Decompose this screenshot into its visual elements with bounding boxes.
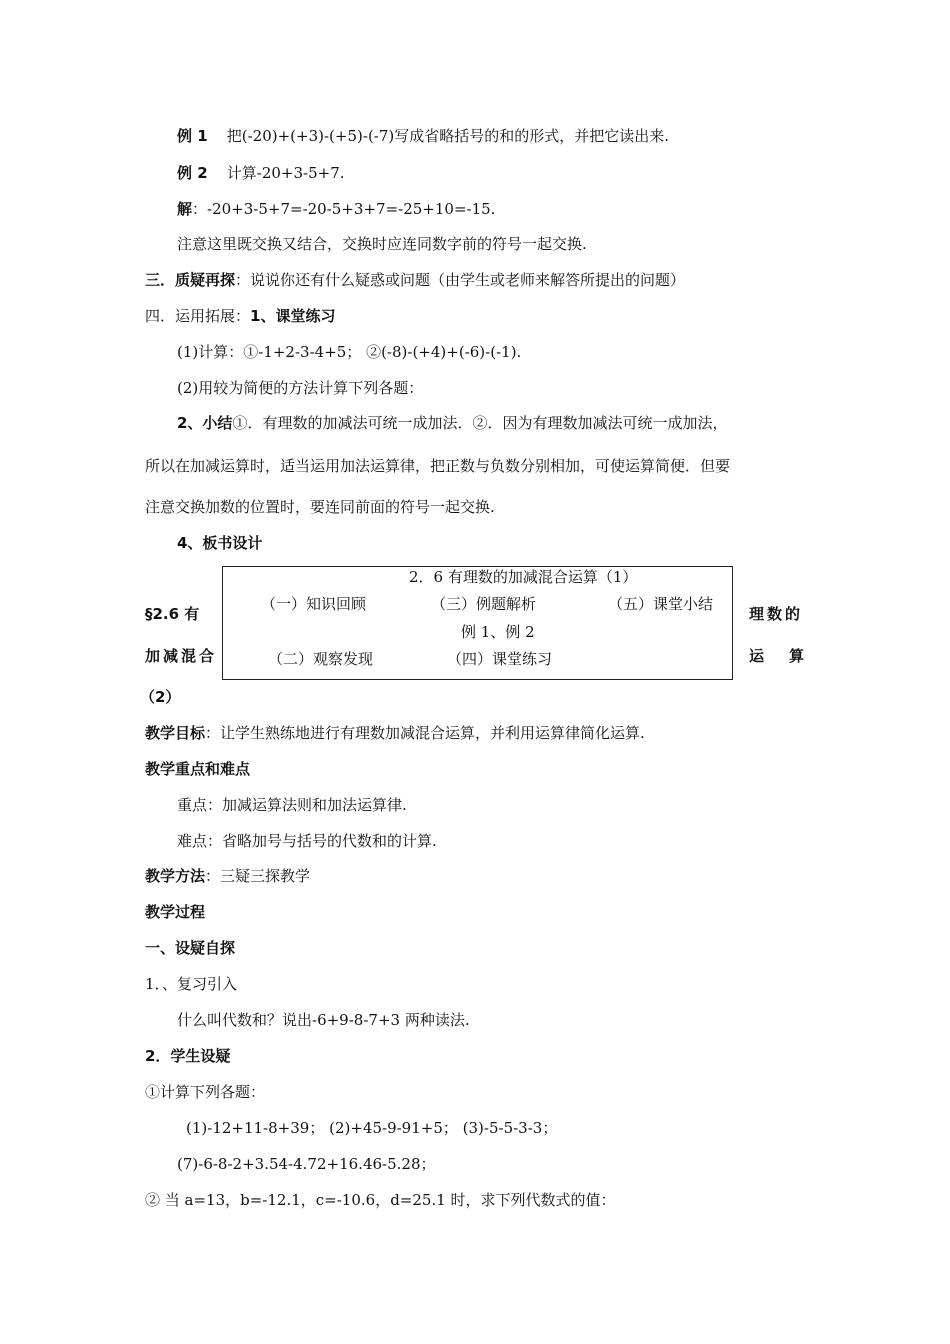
example-1 <box>177 126 669 146</box>
example-1-label: 例 1 <box>177 127 208 145</box>
practice-2: (2)用较为简便的方法计算下列各题： <box>177 379 424 397</box>
review-heading: 1．、复习引入 <box>145 975 238 993</box>
section-4-heading-plain: 四．运用拓展： <box>145 307 251 325</box>
swap-note: 注意这里既交换又结合，交换时应连同数字前的符号一起交换. <box>177 235 587 253</box>
teaching-process-heading: 教学过程 <box>145 903 206 921</box>
board-examples: 例 1、例 2 <box>461 623 535 641</box>
board-item-5: （五）课堂小结 <box>608 595 714 613</box>
board-item-3: （三）例题解析 <box>431 595 537 613</box>
part-1-heading: 一、设疑自探 <box>145 939 236 957</box>
calc-line-1: (1)-12+11-8+39； (2)+45-9-91+5； (3)-5-5-3-3； <box>186 1119 558 1137</box>
board-title: 2．6 有理数的加减混合运算（1） <box>409 568 638 586</box>
solution-label: 解 <box>177 200 193 218</box>
calc-heading: ①计算下列各题： <box>145 1083 266 1101</box>
key-point: 重点：加减运算法则和加法运算律. <box>177 796 407 814</box>
teaching-method-text: ：三疑三探教学 <box>205 867 311 885</box>
solution-text: ：-20+3-5+7=-20-5+3+7=-25+10=-15. <box>192 200 496 218</box>
section-3-text: ：说说你还有什么疑惑或问题（由学生或老师来解答所提出的问题） <box>235 271 686 289</box>
section-3-heading: 三．质疑再探 <box>145 271 236 289</box>
lesson-title-part-a: §2.6 有 <box>145 605 200 623</box>
example-1-text: 把(-20)+(+3)-(+5)-(-7)写成省略括号的和的形式，并把它读出来. <box>226 127 670 145</box>
lesson-title-part-e: （2） <box>140 688 181 706</box>
teaching-method-label: 教学方法 <box>145 867 206 885</box>
solution <box>177 199 495 219</box>
board-design-box <box>222 566 733 680</box>
board-item-2: （二）观察发现 <box>268 650 374 668</box>
section-4-heading-bold: 1、课堂练习 <box>250 307 336 325</box>
board-design-heading: 4、板书设计 <box>177 534 263 552</box>
lesson-title-part-d: 运 算 <box>749 647 810 665</box>
summary-text-1: ①．有理数的加减法可统一成加法．②．因为有理数加减法可统一成加法， <box>232 414 728 432</box>
teaching-method <box>145 866 310 886</box>
key-points-heading: 教学重点和难点 <box>145 760 251 778</box>
lesson-title-part-b: 理数的 <box>749 605 804 623</box>
review-question: 什么叫代数和？说出-6+9-8-7+3 两种读法. <box>177 1011 470 1029</box>
example-2 <box>177 163 345 183</box>
evaluate-heading: ② 当 a=13，b=-12.1，c=-10.6，d=25.1 时，求下列代数式的值： <box>145 1191 616 1209</box>
summary-line-3: 注意交换加数的位置时，要连同前面的符号一起交换. <box>145 498 495 516</box>
teaching-goal <box>145 723 645 743</box>
board-item-4: （四）课堂练习 <box>447 650 553 668</box>
calc-line-2: (7)-6-8-2+3.54-4.72+16.46-5.28； <box>177 1155 436 1173</box>
summary-line-1 <box>177 413 727 433</box>
section-4-heading <box>145 306 335 326</box>
lesson-title-part-c: 加减混合 <box>145 647 218 665</box>
board-item-1: （一）知识回顾 <box>261 595 367 613</box>
teaching-goal-text: ：让学生熟练地进行有理数加减混合运算，并利用运算律简化运算. <box>205 724 645 742</box>
summary-label: 2、小结 <box>177 414 233 432</box>
practice-1: (1)计算：①-1+2-3-4+5； ②(-8)-(+4)+(-6)-(-1). <box>177 343 522 361</box>
summary-line-2: 所以在加减运算时，适当运用加法运算律，把正数与负数分别相加，可使运算简便．但要 <box>145 457 731 475</box>
difficult-point: 难点：省略加号与括号的代数和的计算. <box>177 832 437 850</box>
teaching-goal-label: 教学目标 <box>145 724 206 742</box>
example-2-text: 计算-20+3-5+7. <box>226 164 345 182</box>
section-3 <box>145 270 685 290</box>
example-2-label: 例 2 <box>177 164 208 182</box>
part-2-heading: 2．学生设疑 <box>145 1047 231 1065</box>
